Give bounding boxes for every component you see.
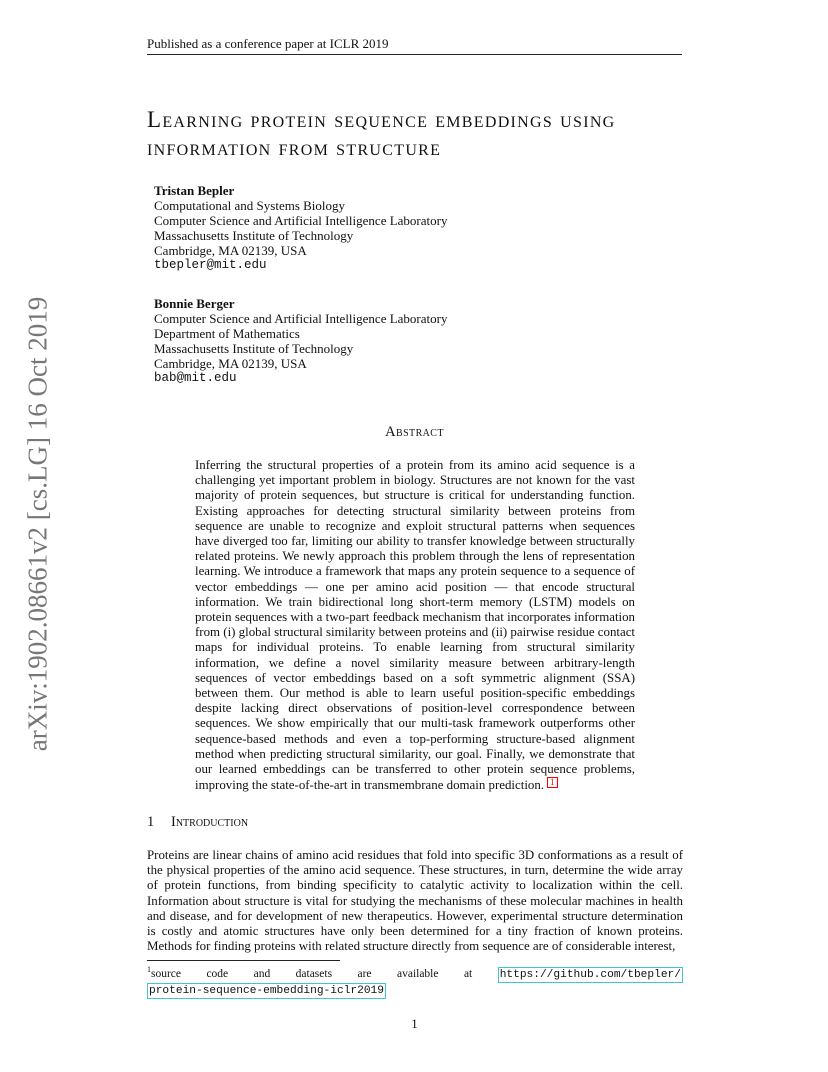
footnote-word: code [206,967,229,980]
author-affiliation: Computer Science and Artificial Intelligence Laboratory [154,311,448,326]
author-affiliation: Department of Mathematics [154,326,300,341]
repository-link-continued[interactable]: protein-sequence-embedding-iclr2019 [149,984,384,997]
footnote-link[interactable]: 1 [547,777,558,788]
abstract-body [195,458,635,793]
author-affiliation: Computational and Systems Biology [154,198,346,213]
footnote-word: $^1$source [147,965,182,980]
title-line-1: Learning protein sequence embeddings using [147,107,616,132]
section-title: Introduction [171,814,249,830]
author-block-2 [154,296,447,386]
author-affiliation: Computer Science and Artificial Intelligence Laboratory [154,213,448,228]
author-email[interactable]: bab@mit.edu [154,371,237,385]
abstract-heading: Abstract [385,424,444,440]
title-line-2: information from structure [147,135,442,160]
repository-link[interactable]: https://github.com/tbepler/ [499,968,681,981]
section-heading [147,814,248,831]
footnote [147,963,683,999]
footnote-line-1 [147,963,683,983]
footnote-word: are [357,967,372,980]
footnote-mark: 1 [147,965,151,974]
section-number: 1 [147,814,155,830]
paper-title [147,106,687,162]
footnote-word: at [463,967,473,980]
footnote-rule [147,960,340,961]
author-name: Bonnie Berger [154,296,235,311]
page-number: 1 [411,1016,418,1031]
author-affiliation: Cambridge, MA 02139, USA [154,243,307,258]
author-affiliation: Massachusetts Institute of Technology [154,341,354,356]
header-rule [147,54,682,55]
author-email[interactable]: tbepler@mit.edu [154,258,267,272]
author-affiliation: Cambridge, MA 02139, USA [154,356,307,371]
arxiv-identifier[interactable]: arXiv:1902.08661v2 [cs.LG] 16 Oct 2019 [22,296,53,752]
author-name: Tristan Bepler [154,183,235,198]
footnote-word: and [253,967,271,980]
author-affiliation: Massachusetts Institute of Technology [154,228,354,243]
footnote-word: available [396,967,439,980]
abstract-text: Inferring the structural properties of a protein from its amino acid sequence is a challenging yet important problem in biology. Structures are not known for the vast majority of protein sequences, but structure is critical for understanding function. Existing approaches for detecting structural similarity between proteins from sequence are unable to recognize and exploit structural patterns when sequences have diverged too far, limiting our ability to transfer knowledge between structurally related proteins. We newly approach this problem through the lens of representation learning. We introduce a framework that maps any protein sequence to a sequence of vector embeddings — one per amino acid position — that encode structural information. We train bidirectional long short-term memory (LSTM) models on protein sequences with a two-part feedback mechanism that incorporates information from (i) global structural similarity between proteins and (ii) pairwise residue contact maps for individual proteins. To enable learning from structural similarity information, we define a novel similarity measure between arbitrary-length sequences of vector embeddings based on a soft symmetric alignment (SSA) between them. Our method is able to learn useful position-specific embeddings despite lacking direct observations of position-level correspondence between sequences. We show empirically that our multi-task framework outperforms other sequence-based methods and even a top-performing structure-based alignment method when predicting structural similarity, our goal. Finally, we demonstrate that our learned embeddings can be transferred to other protein sequence problems, improving the state-of-the-art in transmembrane domain prediction. [195,458,635,793]
footnote-word: datasets [295,967,333,980]
introduction-text: Proteins are linear chains of amino acid residues that fold into specific 3D conformations as a result of the physical properties of the amino acid sequence. These structures, in turn, determine the wide array of protein functions, from binding specificity to catalytic activity to localization within the cell. Information about structure is vital for studying the mechanisms of these molecular machines in health and disease, and for development of new therapeutics. However, experimental structure determination is costly and atomic structures have only been determined for a tiny fraction of known proteins. Methods for finding proteins with related structure directly from sequence are of considerable interest, [147,848,683,954]
running-head: Published as a conference paper at ICLR 2019 [147,36,389,51]
author-block-1 [154,183,447,273]
